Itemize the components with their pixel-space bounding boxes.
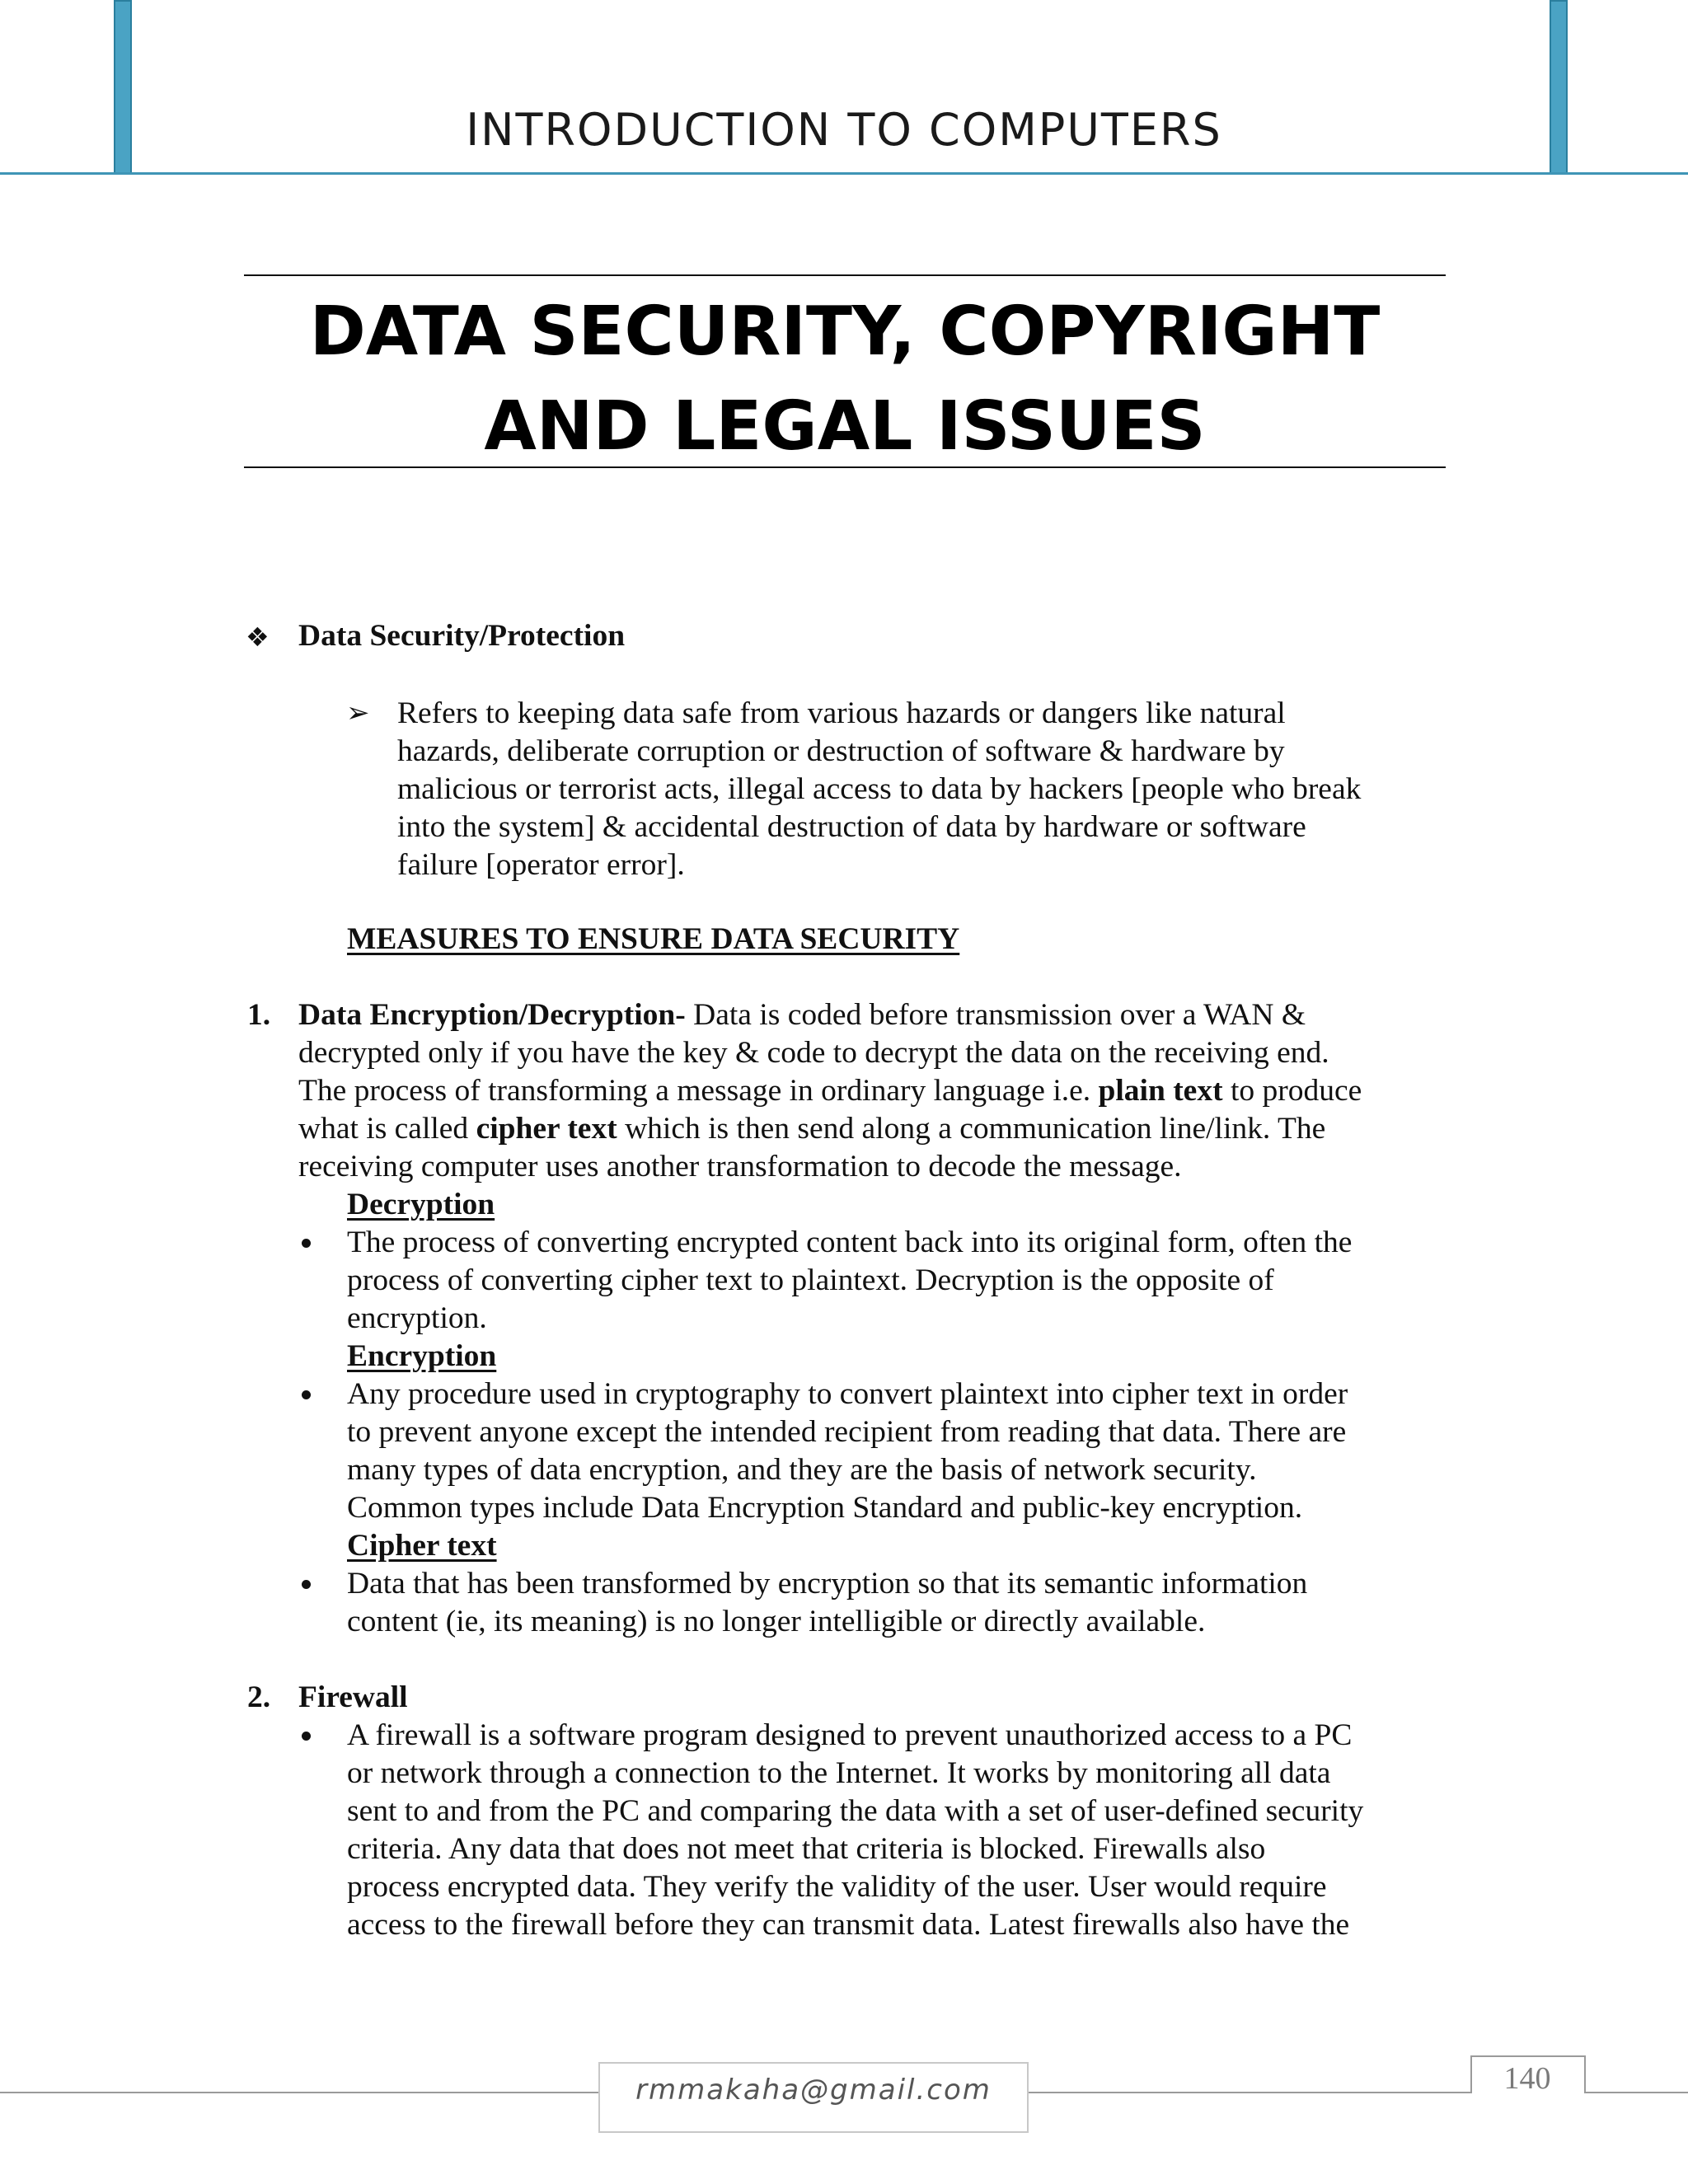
decryption-line: encryption. bbox=[347, 1301, 487, 1335]
item1-title: Data Encryption/Decryption- bbox=[298, 998, 686, 1032]
title-bottom-rule bbox=[244, 466, 1446, 468]
item1-line-3-tail: to produce bbox=[1222, 1074, 1362, 1108]
item1-line-4-text: what is called bbox=[298, 1112, 476, 1146]
encryption-line: Any procedure used in cryptography to convert plaintext into cipher text in order bbox=[347, 1377, 1348, 1411]
footer-rule-left bbox=[0, 2092, 598, 2093]
arrow-bullet-icon: ➢ bbox=[346, 696, 370, 729]
page-number: 140 bbox=[1503, 2061, 1551, 2096]
firewall-heading: Firewall bbox=[298, 1680, 408, 1714]
firewall-line: process encrypted data. They verify the validity of the user. User would require bbox=[347, 1870, 1327, 1904]
cipher-text-term: cipher text bbox=[476, 1112, 617, 1146]
diamond-bullet-icon: ❖ bbox=[246, 621, 270, 653]
footer-rule-right bbox=[1584, 2092, 1688, 2093]
decryption-heading: Decryption bbox=[347, 1188, 495, 1221]
firewall-line: or network through a connection to the Internet. It works by monitoring all data bbox=[347, 1756, 1331, 1790]
running-header-title: INTRODUCTION TO COMPUTERS bbox=[466, 104, 1222, 156]
item-number: 2. bbox=[247, 1680, 271, 1714]
encryption-heading: Encryption bbox=[347, 1339, 497, 1373]
footer-rule-middle bbox=[1029, 2092, 1470, 2093]
measures-heading: MEASURES TO ENSURE DATA SECURITY bbox=[347, 922, 960, 956]
firewall-line: criteria. Any data that does not meet that criteria is blocked. Firewalls also bbox=[347, 1832, 1266, 1866]
item1-line-3-text: The process of transforming a message in ordinary language i.e. bbox=[298, 1074, 1099, 1108]
item-number: 1. bbox=[247, 998, 271, 1032]
plain-text-term: plain text bbox=[1098, 1074, 1223, 1108]
cipher-text-heading: Cipher text bbox=[347, 1529, 497, 1563]
definition-line: malicious or terrorist acts, illegal access to data by hackers [people who break bbox=[397, 772, 1362, 806]
cipher-text-line: Data that has been transformed by encryption so that its semantic information bbox=[347, 1567, 1308, 1601]
chapter-title bbox=[244, 284, 1446, 474]
header-rule bbox=[0, 172, 1688, 175]
bullet-icon bbox=[302, 1390, 311, 1399]
item1-line-2: decrypted only if you have the key & code to decrypt the data on the receiving end. bbox=[298, 1036, 1329, 1070]
item1-line-3 bbox=[298, 1072, 1362, 1110]
cipher-text-line: content (ie, its meaning) is no longer intelligible or directly available. bbox=[347, 1605, 1206, 1638]
title-top-rule bbox=[244, 274, 1446, 276]
decryption-line: The process of converting encrypted content back into its original form, often the bbox=[347, 1226, 1353, 1259]
item1-line-4-tail: which is then send along a communication line/link. The bbox=[617, 1112, 1326, 1146]
encryption-line: to prevent anyone except the intended recipient from reading that data. There are bbox=[347, 1415, 1347, 1449]
encryption-line: Common types include Data Encryption Standard and public-key encryption. bbox=[347, 1491, 1303, 1525]
encryption-line: many types of data encryption, and they are the basis of network security. bbox=[347, 1453, 1257, 1487]
firewall-line: access to the firewall before they can transmit data. Latest firewalls also have the bbox=[347, 1908, 1350, 1942]
definition-line: Refers to keeping data safe from various hazards or dangers like natural bbox=[397, 696, 1286, 730]
bullet-icon bbox=[302, 1580, 311, 1589]
bullet-icon bbox=[302, 1732, 311, 1741]
section-heading: Data Security/Protection bbox=[298, 619, 626, 653]
definition-line: failure [operator error]. bbox=[397, 848, 685, 882]
chapter-title-line-2: AND LEGAL ISSUES bbox=[484, 387, 1206, 466]
item1-line-1-text: Data is coded before transmission over a WAN & bbox=[685, 998, 1306, 1032]
item1-line-1 bbox=[298, 996, 1306, 1034]
bullet-icon bbox=[302, 1239, 311, 1248]
chapter-title-line-1: DATA SECURITY, COPYRIGHT bbox=[309, 293, 1381, 371]
item1-line-4 bbox=[298, 1110, 1325, 1148]
definition-line: hazards, deliberate corruption or destruction of software & hardware by bbox=[397, 734, 1285, 768]
item1-line-5: receiving computer uses another transformation to decode the message. bbox=[298, 1150, 1182, 1183]
footer-email: rmmakaha@gmail.com bbox=[635, 2074, 992, 2107]
firewall-line: A firewall is a software program designed to prevent unauthorized access to a PC bbox=[347, 1718, 1353, 1752]
firewall-line: sent to and from the PC and comparing the data with a set of user-defined security bbox=[347, 1794, 1364, 1828]
definition-line: into the system] & accidental destruction of data by hardware or software bbox=[397, 810, 1306, 844]
decryption-line: process of converting cipher text to plaintext. Decryption is the opposite of bbox=[347, 1263, 1274, 1297]
